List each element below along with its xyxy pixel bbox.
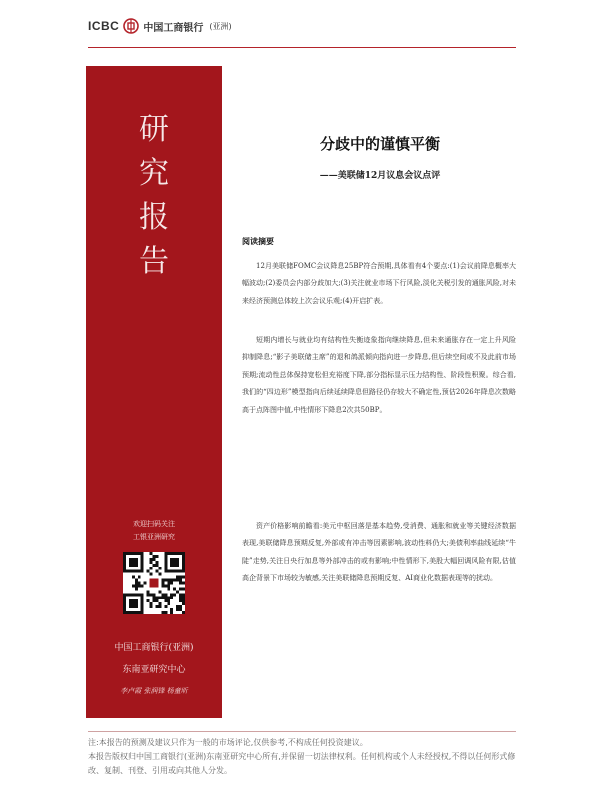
icbc-logo-icon bbox=[123, 18, 139, 34]
disclaimer-line: 本报告版权归中国工商银行(亚洲)东南亚研究中心所有,并保留一切法律权利。任何机构或个人未经授权,不得以任何形式修改、复制、刊登、引用或向其他人分发。 bbox=[88, 752, 516, 775]
vertical-title-char: 报 bbox=[139, 200, 169, 235]
qr-caption bbox=[86, 518, 222, 544]
qr-code[interactable] bbox=[123, 552, 185, 614]
disclaimer-footer bbox=[88, 736, 516, 778]
header-divider bbox=[88, 47, 516, 48]
org-department: 东南亚研究中心 bbox=[122, 665, 186, 675]
summary-paragraph: 资产价格影响前瞻看:美元中枢回落是基本趋势,受消费、通胀和就业等关键经济数据表现,美联储降息预期反复,外部或有冲击等因素影响,波动性料仍大;美债利率曲线延续“牛陡”走势,关注日央行加息等外部冲击的或有影响;中性情形下,美股大幅回调风险有限,估值高企背景下市场较为敏感,关注美联储降息预期反复、AI商业化数据表现等的扰动。 bbox=[242, 522, 516, 583]
authors: 李卢霞 张润锋 杨童昕 bbox=[120, 687, 188, 695]
disclaimer-line: 注:本报告的预测及建议只作为一般的市场评论,仅供参考,不构成任何投资建议。 bbox=[88, 738, 368, 747]
brand-latin: ICBC bbox=[88, 19, 120, 33]
section-heading: 阅读摘要 bbox=[242, 237, 274, 246]
report-subtitle: ——美联储12月议息会议点评 bbox=[319, 171, 441, 181]
vertical-title bbox=[86, 108, 222, 284]
brand-chinese: 中国工商银行 bbox=[143, 22, 204, 34]
page-header bbox=[88, 18, 518, 44]
summary-paragraph: 12月美联储FOMC会议降息25BP符合预期,具体看有4个要点:(1)会议前降息概率大幅波动;(2)委员会内部分歧加大;(3)关注就业市场下行风险,淡化关税引发的通胀风险,对未来经济预测总体较上次会议乐观;(4)开启扩表。 bbox=[242, 262, 516, 305]
footer-divider bbox=[88, 731, 516, 732]
vertical-title-char: 告 bbox=[139, 244, 169, 279]
qr-caption-line: 欢迎扫码关注 bbox=[133, 520, 175, 528]
summary-paragraph: 短期内增长与就业均有结构性失衡迹象指向继续降息,但未来通胀存在一定上升风险抑制降息;“影子美联储主席”的退和鸽派倾向指向进一步降息,但后续空间或不及此前市场预期;流动性总体保持宽松但充裕度下降,部分指标显示压力结构性、阶段性积聚。综合看,我们的“四边形”模型指向后续延续降息但路径仍存较大不确定性,预估2026年降息次数略高于点阵图中值,中性情形下降息2次共50BP。 bbox=[242, 336, 516, 414]
qr-code-icon bbox=[123, 552, 185, 614]
vertical-title-char: 究 bbox=[139, 156, 169, 191]
brand-subtitle: (亚洲) bbox=[209, 21, 232, 31]
qr-caption-line: 工银亚洲研究 bbox=[133, 533, 175, 541]
brand-logo bbox=[88, 18, 232, 34]
vertical-title-char: 研 bbox=[139, 112, 169, 147]
org-name: 中国工商银行(亚洲) bbox=[114, 643, 194, 653]
sidebar-panel bbox=[86, 66, 222, 718]
report-title: 分歧中的谨慎平衡 bbox=[319, 135, 440, 153]
